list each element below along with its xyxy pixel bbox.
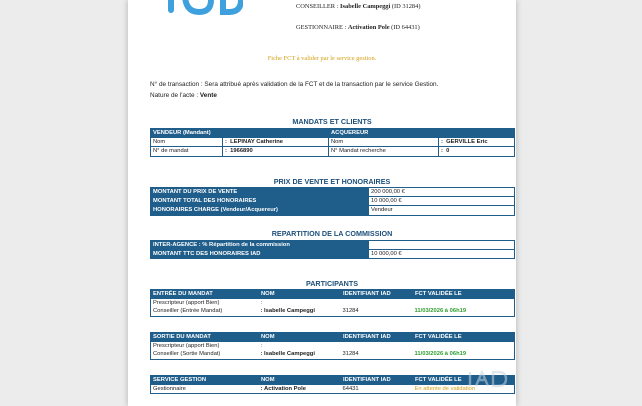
participant-fct: 11/03/2026 à 06h19 (414, 351, 467, 358)
gestionnaire-line (296, 24, 420, 31)
honoraires-iad-value: 10 000,00 € (369, 250, 515, 259)
inter-agence-value (369, 241, 515, 250)
participant-role: Gestionnaire (153, 386, 186, 393)
honoraires-total-value: 10 000,00 € (369, 197, 515, 206)
conseiller-id: (ID 31284) (390, 3, 421, 10)
table-row (151, 206, 515, 215)
vendeur-nom-text: LEPINAY Catherine (230, 139, 283, 146)
repartition-table (150, 240, 515, 259)
gestionnaire-id: (ID 64431) (389, 24, 420, 31)
nature-value: Vente (199, 92, 217, 99)
participant-id: 31284 (342, 308, 359, 315)
participant-id: 64431 (342, 386, 359, 393)
table-row (151, 147, 515, 156)
table-row (151, 197, 515, 206)
table-row (151, 385, 515, 394)
table-row (151, 342, 515, 351)
col-identifiant: IDENTIFIANT IAD (341, 376, 413, 385)
participant-fct (413, 342, 515, 351)
conseiller-line (296, 3, 420, 10)
participant-role: Conseiller (Entrée Mandat) (153, 308, 223, 315)
table-row (151, 307, 515, 316)
participant-nom: : (260, 343, 264, 350)
mandat-recherche-text: 0 (446, 148, 450, 155)
participant-nom: : Activation Pole (260, 386, 306, 393)
mandat-number-text: 1966890 (230, 148, 253, 155)
section-title-participants: PARTICIPANTS (305, 279, 359, 288)
col-fct: FCT VALIDÉE LE (413, 333, 515, 342)
participant-nom-text: Isabelle Campeggi (264, 351, 315, 358)
participant-fct: En attente de validation (414, 386, 476, 393)
transaction-number-line: N° de transaction : Sera attribué après validation de la FCT et de la transaction par le service Gestion. (150, 81, 439, 88)
mandat-recherche-value: : 0 (439, 147, 515, 156)
mandat-number-value: : 1966890 (223, 147, 329, 156)
mandat-number-label: N° de mandat (151, 147, 223, 156)
honoraires-iad-label: MONTANT TTC DES HONORAIRES IAD (151, 250, 369, 259)
service-gestion-table (150, 375, 515, 394)
honoraires-total-label: MONTANT TOTAL DES HONORAIRES (151, 197, 369, 206)
vendeur-nom-label: Nom (151, 138, 223, 147)
gestionnaire-label: GESTIONNAIRE : (296, 24, 348, 31)
iad-watermark-logo (466, 370, 510, 388)
col-identifiant: IDENTIFIANT IAD (341, 290, 413, 299)
mandats-table (150, 128, 515, 157)
honoraires-charge-value: Vendeur (369, 206, 515, 215)
acquereur-nom-value: : GERVILLE Eric (439, 138, 515, 147)
vendeur-header: VENDEUR (Mandant) (151, 129, 329, 138)
participant-fct (413, 299, 515, 308)
entree-header: ENTRÉE DU MANDAT (151, 290, 259, 299)
col-identifiant: IDENTIFIANT IAD (341, 333, 413, 342)
sortie-header: SORTIE DU MANDAT (151, 333, 259, 342)
participant-fct: 11/03/2026 à 06h19 (414, 308, 467, 315)
participant-role: Prescripteur (apport Bien) (153, 300, 220, 307)
participant-nom: : Isabelle Campeggi (260, 308, 315, 315)
gestion-header: SERVICE GESTION (151, 376, 259, 385)
section-title-repartition: REPARTITION DE LA COMMISSION (271, 229, 393, 238)
honoraires-charge-label: HONORAIRES CHARGE (Vendeur/Acquereur) (151, 206, 369, 215)
table-row (151, 188, 515, 197)
table-row (151, 350, 515, 359)
gestionnaire-name: Activation Pole (347, 24, 390, 31)
col-nom: NOM (259, 290, 341, 299)
acquereur-nom-text: GERVILLE Eric (446, 139, 488, 146)
participant-role: Conseiller (Sortie Mandat) (153, 351, 221, 358)
nature-label: Nature de l'acte : (150, 92, 200, 99)
prix-vente-value: 200 000,00 € (369, 188, 515, 197)
document-page (128, 0, 516, 406)
col-nom: NOM (259, 376, 341, 385)
conseiller-name: Isabelle Campeggi (340, 3, 391, 10)
entree-mandat-table (150, 289, 515, 317)
participant-nom-text: Activation Pole (264, 386, 306, 393)
section-title-mandats: MANDATS ET CLIENTS (292, 117, 372, 126)
sortie-mandat-table (150, 332, 515, 360)
prix-table (150, 187, 515, 216)
prix-vente-label: MONTANT DU PRIX DE VENTE (151, 188, 369, 197)
mandat-recherche-label: N° Mandat recherche (329, 147, 439, 156)
iad-logo (163, 0, 243, 20)
acquereur-nom-label: Nom (329, 138, 439, 147)
vendeur-nom-value: : LEPINAY Catherine (223, 138, 329, 147)
participant-nom: : Isabelle Campeggi (260, 351, 315, 358)
participant-id: 31284 (342, 351, 359, 358)
col-fct: FCT VALIDÉE LE (413, 290, 515, 299)
table-row (151, 250, 515, 259)
fct-validation-note: Fiche FCT à valider par le service gestion. (267, 55, 377, 62)
nature-acte-line (150, 92, 217, 99)
table-row (151, 241, 515, 250)
table-row (151, 138, 515, 147)
inter-agence-label: INTER-AGENCE : % Répartition de la commission (151, 241, 369, 250)
participant-nom: : (260, 300, 264, 307)
section-title-prix: PRIX DE VENTE ET HONORAIRES (273, 177, 391, 186)
participant-id (341, 342, 413, 351)
col-fct: FCT VALIDÉE LE (413, 376, 515, 385)
acquereur-header: ACQUEREUR (329, 129, 515, 138)
participant-nom-text: Isabelle Campeggi (264, 308, 315, 315)
col-nom: NOM (259, 333, 341, 342)
conseiller-label: CONSEILLER : (296, 3, 341, 10)
table-row (151, 299, 515, 308)
participant-role: Prescripteur (apport Bien) (153, 343, 220, 350)
participant-id (341, 299, 413, 308)
